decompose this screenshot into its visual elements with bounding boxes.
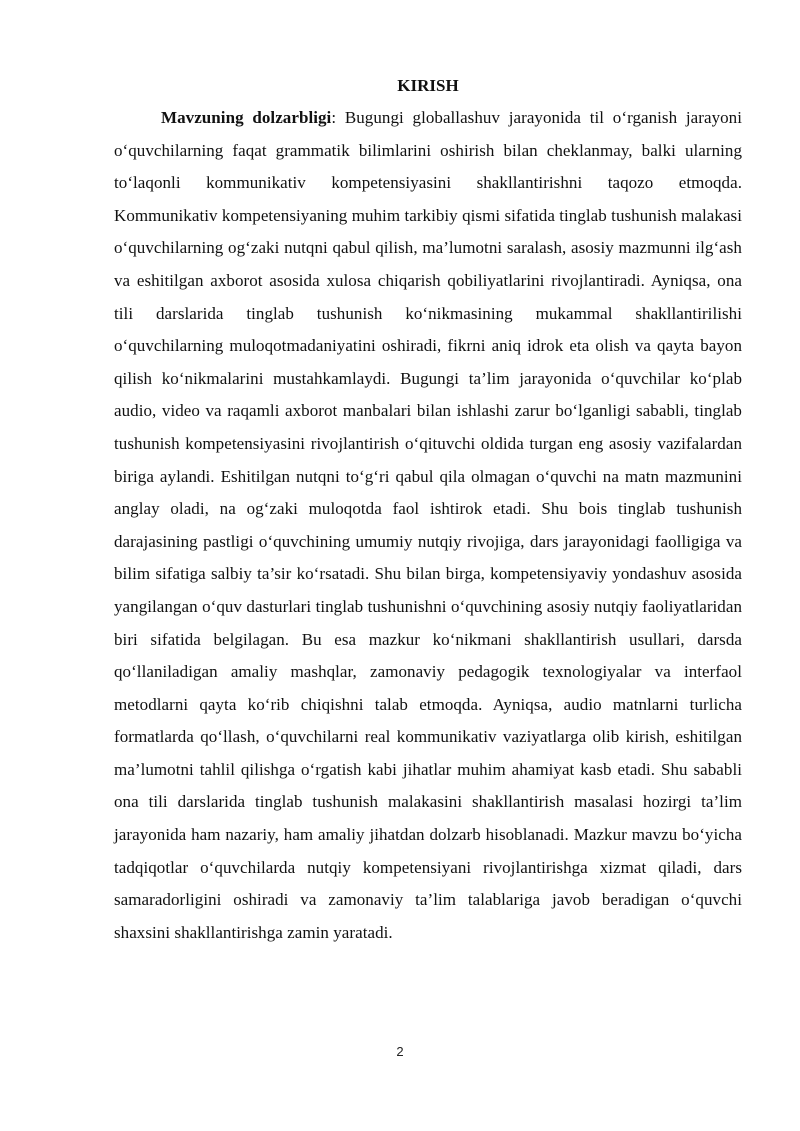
section-title: KIRISH: [397, 76, 459, 95]
topic-relevance-label: Mavzuning dolzarbligi: [161, 108, 332, 127]
body-text: Bugungi globallashuv jarayonida til o‘rganish jarayoni o‘quvchilarning faqat grammatik bilimlarini oshirish bilan cheklanmay, balki ularning to‘laqonli kommunikativ kompetensiyasini shakllantirishni taqozo etmoqda. Kommunikativ kompetensiyaning muhim tarkibiy qismi sifatida tinglab tushunish malakasi o‘quvchilarning og‘zaki nutqni qabul qilish, ma’lumotni saralash, asosiy mazmunni ilg‘ash va eshitilgan axborot asosida xulosa chiqarish qobiliyatlarini rivojlantiradi. Ayniqsa, ona tili darslarida tinglab tushunish ko‘nikmasining mukammal shakllantirilishi o‘quvchilarning muloqotmadaniyatini oshiradi, fikrni aniq idrok eta olish va qayta bayon qilish ko‘nikmalarini mustahkamlaydi. Bugungi ta’lim jarayonida o‘quvchilar ko‘plab audio, video va raqamli axborot manbalari bilan ishlashi zarur bo‘lganligi sababli, tinglab tushunish kompetensiyasini rivojlantirish o‘qituvchi oldida turgan eng asosiy vazifalardan biriga aylandi. Eshitilgan nutqni to‘g‘ri qabul qila olmagan o‘quvchi na matn mazmunini anglay oladi, na og‘zaki muloqotda faol ishtirok etadi. Shu bois tinglab tushunish darajasining pastligi o‘quvchining umumiy nutqiy rivojiga, dars jarayonidagi faolligiga va bilim sifatiga salbiy ta’sir ko‘rsatadi. Shu bilan birga, kompetensiyaviy yondashuv asosida yangilangan o‘quv dasturlari tinglab tushunishni o‘quvchining asosiy nutqiy faoliyatlaridan biri sifatida belgilagan. Bu esa mazkur ko‘nikmani shakllantirish usullari, darsda qo‘llaniladigan amaliy mashqlar, zamonaviy pedagogik texnologiyalar va interfaol metodlarni qayta ko‘rib chiqishni talab etmoqda. Ayniqsa, audio matnlarni turlicha formatlarda qo‘llash, o‘quvchilarni real kommunikativ vaziyatlarga olib kirish, eshitilgan ma’lumotni tahlil qilishga o‘rgatish kabi jihatlar muhim ahamiyat kasb etadi. Shu sababli ona tili darslarida tinglab tushunish malakasini shakllantirish masalasi hozirgi ta’lim jarayonida ham nazariy, ham amaliy jihatdan dolzarb hisoblanadi. Mazkur mavzu bo‘yicha tadqiqotlar o‘quvchilarda nutqiy kompetensiyani rivojlantirishga xizmat qiladi, dars samaradorligini oshiradi va zamonaviy ta’lim talablariga javob beradigan o‘quvchi shaxsini shakllantirishga zamin yaratadi.: [114, 108, 742, 942]
page-number: 2: [396, 1044, 404, 1059]
document-page: [114, 76, 742, 949]
label-colon: :: [331, 108, 337, 127]
body-paragraph: [114, 102, 742, 949]
